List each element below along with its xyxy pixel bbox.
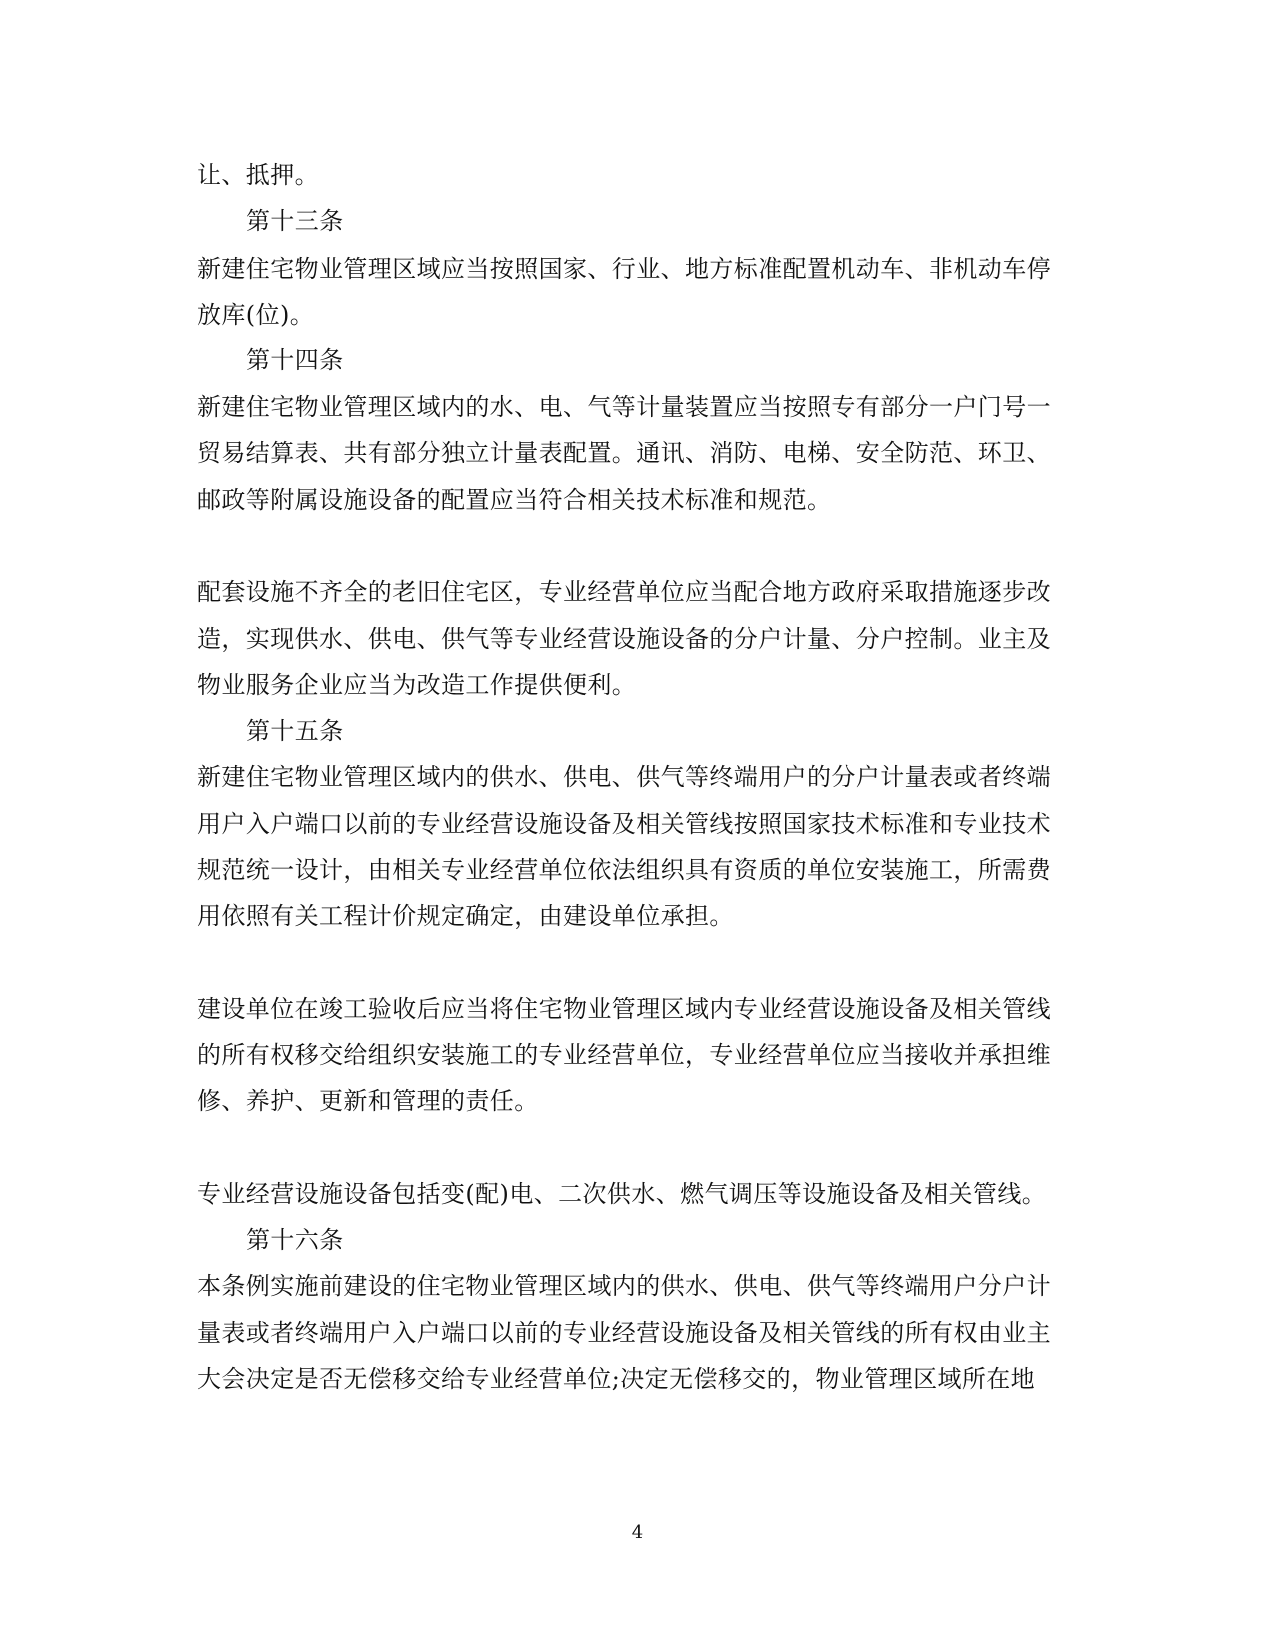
text-line: 新建住宅物业管理区域内的水、电、气等计量装置应当按照专有部分一户门号一 bbox=[197, 393, 1051, 421]
text-line: 物业服务企业应当为改造工作提供便利。 bbox=[197, 671, 637, 699]
text-line: 新建住宅物业管理区域内的供水、供电、供气等终端用户的分户计量表或者终端 bbox=[197, 763, 1051, 791]
text-line: 建设单位在竣工验收后应当将住宅物业管理区域内专业经营设施设备及相关管线 bbox=[197, 995, 1051, 1023]
page-number: 4 bbox=[631, 1522, 644, 1543]
text-line: 规范统一设计，由相关专业经营单位依法组织具有资质的单位安装施工，所需费 bbox=[197, 856, 1051, 884]
article-heading: 第十三条 bbox=[246, 207, 344, 235]
text-line: 造，实现供水、供电、供气等专业经营设施设备的分户计量、分户控制。业主及 bbox=[197, 625, 1051, 653]
text-line: 放库(位)。 bbox=[197, 301, 315, 329]
article-heading: 第十四条 bbox=[246, 346, 344, 374]
text-line: 本条例实施前建设的住宅物业管理区域内的供水、供电、供气等终端用户分户计 bbox=[197, 1272, 1051, 1300]
text-line: 量表或者终端用户入户端口以前的专业经营设施设备及相关管线的所有权由业主 bbox=[197, 1319, 1051, 1347]
text-line: 大会决定是否无偿移交给专业经营单位;决定无偿移交的，物业管理区域所在地 bbox=[197, 1365, 1036, 1393]
text-line: 贸易结算表、共有部分独立计量表配置。通讯、消防、电梯、安全防范、环卫、 bbox=[197, 439, 1051, 467]
text-line: 邮政等附属设施设备的配置应当符合相关技术标准和规范。 bbox=[197, 486, 832, 514]
text-line: 新建住宅物业管理区域应当按照国家、行业、地方标准配置机动车、非机动车停 bbox=[197, 255, 1051, 283]
text-line: 配套设施不齐全的老旧住宅区，专业经营单位应当配合地方政府采取措施逐步改 bbox=[197, 578, 1051, 606]
text-line: 用依照有关工程计价规定确定，由建设单位承担。 bbox=[197, 902, 734, 930]
article-heading: 第十五条 bbox=[246, 717, 344, 745]
text-line: 修、养护、更新和管理的责任。 bbox=[197, 1087, 539, 1115]
article-heading: 第十六条 bbox=[246, 1226, 344, 1254]
text-line: 用户入户端口以前的专业经营设施设备及相关管线按照国家技术标准和专业技术 bbox=[197, 810, 1051, 838]
text-line: 让、抵押。 bbox=[197, 161, 319, 189]
text-line: 专业经营设施设备包括变(配)电、二次供水、燃气调压等设施设备及相关管线。 bbox=[197, 1180, 1047, 1208]
text-line: 的所有权移交给组织安装施工的专业经营单位，专业经营单位应当接收并承担维 bbox=[197, 1041, 1051, 1069]
